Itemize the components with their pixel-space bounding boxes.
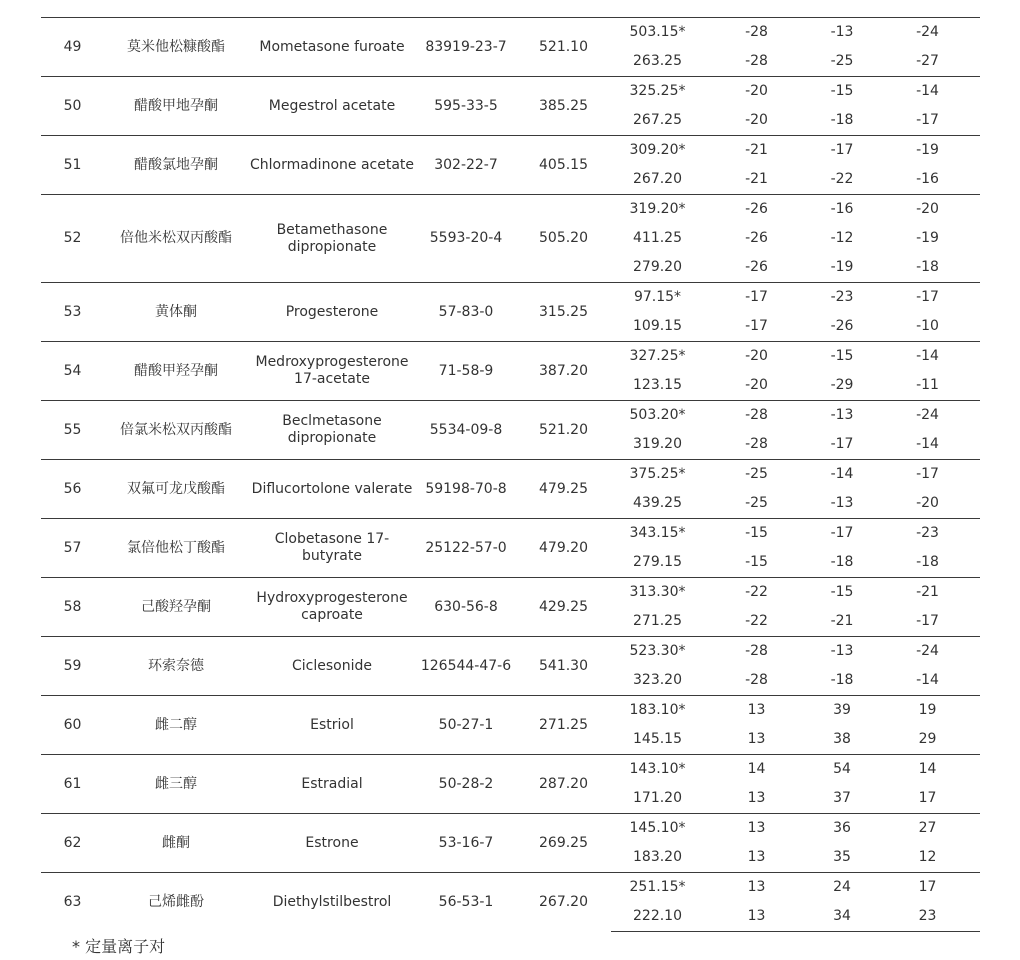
table-row: [41, 696, 980, 726]
precursor-mass: 267.20: [516, 873, 611, 932]
parameter-1: -17: [745, 318, 768, 334]
parameter-2: -17: [809, 519, 875, 549]
compound-number: 52: [41, 195, 104, 283]
product-ion: 319.20*: [611, 195, 704, 225]
parameter-1: 13: [704, 873, 809, 903]
compound-chinese-name: 倍氯米松双丙酸酯: [104, 401, 248, 460]
parameter-1: -26: [704, 195, 809, 225]
parameter-1: -21: [704, 136, 809, 166]
parameter-3: 12: [918, 849, 937, 865]
compound-english-name: Betamethasone dipropionate: [248, 195, 416, 283]
product-ion: 251.15*: [611, 873, 704, 903]
parameter-3: -17: [875, 460, 980, 490]
precursor-mass: 429.25: [516, 578, 611, 637]
parameter-3: -17: [916, 112, 939, 128]
cas-number: 302-22-7: [416, 136, 516, 195]
compound-number: 61: [41, 755, 104, 814]
parameter-3: -14: [875, 342, 980, 372]
parameter-2: -21: [830, 613, 854, 629]
compound-chinese-name: 雌二醇: [104, 696, 248, 755]
parameter-3: -10: [916, 318, 939, 334]
footnote: * 定量离子对: [72, 937, 166, 956]
parameter-2: -25: [830, 53, 854, 69]
parameter-3: 27: [875, 814, 980, 844]
compound-english-name: Estradial: [248, 755, 416, 814]
parameter-1: 13: [747, 790, 766, 806]
parameter-2: -13: [830, 495, 854, 511]
parameter-1: -28: [704, 637, 809, 667]
parameter-2: -26: [830, 318, 854, 334]
parameter-1: -22: [704, 578, 809, 608]
compound-number: 57: [41, 519, 104, 578]
compound-chinese-name: 莫米他松糠酸酯: [104, 18, 248, 77]
product-ion: 313.30*: [611, 578, 704, 608]
product-ion: 267.25: [633, 112, 682, 128]
parameter-2: 54: [809, 755, 875, 785]
precursor-mass: 479.25: [516, 460, 611, 519]
parameter-2: 34: [809, 902, 875, 932]
parameter-3: -19: [875, 136, 980, 166]
compound-chinese-name: 黄体酮: [104, 283, 248, 342]
product-ion: 411.25: [633, 230, 682, 246]
product-ion: 503.20*: [611, 401, 704, 431]
parameter-1: -28: [745, 53, 768, 69]
table-row: [41, 195, 980, 225]
parameter-2: -23: [809, 283, 875, 313]
product-ion: 183.20: [633, 849, 682, 865]
parameter-2: 37: [833, 790, 851, 806]
cas-number: 5534-09-8: [416, 401, 516, 460]
compound-chinese-name: 雌酮: [104, 814, 248, 873]
cas-number: 57-83-0: [416, 283, 516, 342]
compound-number: 60: [41, 696, 104, 755]
table-body: [41, 18, 980, 932]
parameter-1: -20: [745, 377, 768, 393]
compound-number: 59: [41, 637, 104, 696]
parameter-1: -20: [704, 342, 809, 372]
table-row: [41, 578, 980, 608]
compound-number: 55: [41, 401, 104, 460]
product-ion: 145.10*: [611, 814, 704, 844]
product-ion: 309.20*: [611, 136, 704, 166]
precursor-mass: 387.20: [516, 342, 611, 401]
compound-number: 53: [41, 283, 104, 342]
parameter-3: -18: [916, 259, 939, 275]
parameter-1: 14: [704, 755, 809, 785]
compound-english-name: Diethylstilbestrol: [248, 873, 416, 932]
parameter-1: -28: [704, 401, 809, 431]
table-row: [41, 342, 980, 372]
compound-chinese-name: 己酸羟孕酮: [104, 578, 248, 637]
compound-english-name: Estrone: [248, 814, 416, 873]
compound-english-name: Beclmetasone dipropionate: [248, 401, 416, 460]
product-ion: 523.30*: [611, 637, 704, 667]
parameter-2: -13: [809, 637, 875, 667]
compound-english-name: Progesterone: [248, 283, 416, 342]
parameter-3: 17: [875, 873, 980, 903]
product-ion: 325.25*: [611, 77, 704, 107]
parameter-3: -20: [916, 495, 939, 511]
product-ion: 375.25*: [611, 460, 704, 490]
parameter-1: -28: [745, 672, 768, 688]
parameter-2: -16: [809, 195, 875, 225]
table-row: [41, 401, 980, 431]
table-row: [41, 873, 980, 903]
table-row: [41, 77, 980, 107]
parameter-1: -26: [745, 259, 768, 275]
cas-number: 59198-70-8: [416, 460, 516, 519]
parameter-1: 13: [747, 731, 766, 747]
compound-english-name: Clobetasone 17-butyrate: [248, 519, 416, 578]
precursor-mass: 287.20: [516, 755, 611, 814]
product-ion: 267.20: [633, 171, 682, 187]
parameter-2: -17: [809, 136, 875, 166]
precursor-mass: 405.15: [516, 136, 611, 195]
compound-number: 63: [41, 873, 104, 932]
product-ion: 263.25: [633, 53, 682, 69]
cas-number: 53-16-7: [416, 814, 516, 873]
parameter-2: -18: [830, 112, 854, 128]
compound-number: 54: [41, 342, 104, 401]
cas-number: 630-56-8: [416, 578, 516, 637]
precursor-mass: 505.20: [516, 195, 611, 283]
precursor-mass: 479.20: [516, 519, 611, 578]
parameter-3: -19: [916, 230, 939, 246]
compound-chinese-name: 环索奈德: [104, 637, 248, 696]
compound-number: 56: [41, 460, 104, 519]
compound-number: 58: [41, 578, 104, 637]
parameter-3: -16: [916, 171, 939, 187]
parameter-2: -18: [830, 672, 854, 688]
cas-number: 50-27-1: [416, 696, 516, 755]
compound-number: 49: [41, 18, 104, 77]
parameter-1: -21: [745, 171, 768, 187]
compound-english-name: Diflucortolone valerate: [248, 460, 416, 519]
product-ion: 343.15*: [611, 519, 704, 549]
compound-chinese-name: 己烯雌酚: [104, 873, 248, 932]
parameter-3: -24: [875, 401, 980, 431]
parameter-1: 13: [704, 902, 809, 932]
parameter-3: -14: [875, 77, 980, 107]
compound-english-name: Hydroxyprogesterone caproate: [248, 578, 416, 637]
product-ion: 183.10*: [611, 696, 704, 726]
parameter-2: 24: [809, 873, 875, 903]
cas-number: 50-28-2: [416, 755, 516, 814]
parameter-3: -24: [875, 18, 980, 48]
table-row: [41, 755, 980, 785]
parameter-2: -18: [830, 554, 854, 570]
parameter-3: -14: [916, 672, 939, 688]
cas-number: 83919-23-7: [416, 18, 516, 77]
precursor-mass: 315.25: [516, 283, 611, 342]
parameter-1: 13: [747, 849, 766, 865]
parameter-2: -13: [809, 401, 875, 431]
compound-english-name: Megestrol acetate: [248, 77, 416, 136]
parameter-2: -15: [809, 77, 875, 107]
parameter-2: 36: [809, 814, 875, 844]
parameter-1: -20: [704, 77, 809, 107]
parameter-3: -20: [875, 195, 980, 225]
compound-chinese-name: 醋酸氯地孕酮: [104, 136, 248, 195]
product-ion: 97.15*: [611, 283, 704, 313]
product-ion: 503.15*: [611, 18, 704, 48]
parameter-3: 17: [918, 790, 937, 806]
parameter-1: -22: [745, 613, 768, 629]
compound-english-name: Estriol: [248, 696, 416, 755]
table-row: [41, 136, 980, 166]
product-ion: 323.20: [633, 672, 682, 688]
parameter-2: -29: [830, 377, 854, 393]
table-row: [41, 519, 980, 549]
table-row: [41, 283, 980, 313]
parameter-3: -27: [916, 53, 939, 69]
compound-chinese-name: 雌三醇: [104, 755, 248, 814]
parameter-1: -25: [745, 495, 768, 511]
parameter-3: 23: [875, 902, 980, 932]
compound-chinese-name: 倍他米松双丙酸酯: [104, 195, 248, 283]
cas-number: 126544-47-6: [416, 637, 516, 696]
parameter-2: -19: [830, 259, 854, 275]
parameter-2: -15: [809, 578, 875, 608]
product-ion: 145.15: [633, 731, 682, 747]
product-ion: 143.10*: [611, 755, 704, 785]
product-ion: 109.15: [633, 318, 682, 334]
compound-english-name: Medroxyprogesterone 17-acetate: [248, 342, 416, 401]
parameter-1: 13: [704, 814, 809, 844]
parameter-1: -28: [704, 18, 809, 48]
parameter-1: -28: [745, 436, 768, 452]
table-row: [41, 814, 980, 844]
compound-english-name: Ciclesonide: [248, 637, 416, 696]
parameter-3: 14: [875, 755, 980, 785]
product-ion: 171.20: [633, 790, 682, 806]
compound-chinese-name: 醋酸甲羟孕酮: [104, 342, 248, 401]
parameter-2: -22: [830, 171, 854, 187]
parameter-3: -17: [875, 283, 980, 313]
parameter-2: 35: [833, 849, 851, 865]
parameter-1: -25: [704, 460, 809, 490]
table-row: [41, 18, 980, 48]
precursor-mass: 541.30: [516, 637, 611, 696]
parameter-3: -14: [916, 436, 939, 452]
parameter-2: -14: [809, 460, 875, 490]
parameter-3: -11: [916, 377, 939, 393]
precursor-mass: 385.25: [516, 77, 611, 136]
precursor-mass: 521.10: [516, 18, 611, 77]
parameter-2: -13: [809, 18, 875, 48]
table-row: [41, 460, 980, 490]
parameter-3: -18: [916, 554, 939, 570]
parameter-2: -17: [830, 436, 854, 452]
parameter-1: -20: [745, 112, 768, 128]
product-ion: 123.15: [633, 377, 682, 393]
compound-chinese-name: 醋酸甲地孕酮: [104, 77, 248, 136]
precursor-mass: 521.20: [516, 401, 611, 460]
product-ion: 279.15: [633, 554, 682, 570]
precursor-mass: 271.25: [516, 696, 611, 755]
product-ion: 271.25: [633, 613, 682, 629]
parameter-3: 29: [918, 731, 937, 747]
compound-table: [41, 17, 980, 932]
cas-number: 25122-57-0: [416, 519, 516, 578]
cas-number: 595-33-5: [416, 77, 516, 136]
compound-chinese-name: 双氟可龙戊酸酯: [104, 460, 248, 519]
table-row: [41, 637, 980, 667]
cas-number: 71-58-9: [416, 342, 516, 401]
compound-chinese-name: 氯倍他松丁酸酯: [104, 519, 248, 578]
parameter-1: 13: [704, 696, 809, 726]
product-ion: 279.20: [633, 259, 682, 275]
parameter-3: -21: [875, 578, 980, 608]
cas-number: 56-53-1: [416, 873, 516, 932]
parameter-2: 38: [833, 731, 851, 747]
product-ion: 327.25*: [611, 342, 704, 372]
product-ion: 222.10: [611, 902, 704, 932]
product-ion: 439.25: [633, 495, 682, 511]
compound-number: 51: [41, 136, 104, 195]
parameter-3: -17: [916, 613, 939, 629]
parameter-2: -15: [809, 342, 875, 372]
parameter-1: -17: [704, 283, 809, 313]
parameter-3: 19: [875, 696, 980, 726]
parameter-2: -12: [830, 230, 854, 246]
parameter-3: -24: [875, 637, 980, 667]
product-ion: 319.20: [633, 436, 682, 452]
cas-number: 5593-20-4: [416, 195, 516, 283]
parameter-1: -26: [745, 230, 768, 246]
parameter-1: -15: [745, 554, 768, 570]
compound-number: 62: [41, 814, 104, 873]
precursor-mass: 269.25: [516, 814, 611, 873]
compound-english-name: Chlormadinone acetate: [248, 136, 416, 195]
parameter-1: -15: [704, 519, 809, 549]
compound-number: 50: [41, 77, 104, 136]
parameter-2: 39: [809, 696, 875, 726]
compound-english-name: Mometasone furoate: [248, 18, 416, 77]
parameter-3: -23: [875, 519, 980, 549]
